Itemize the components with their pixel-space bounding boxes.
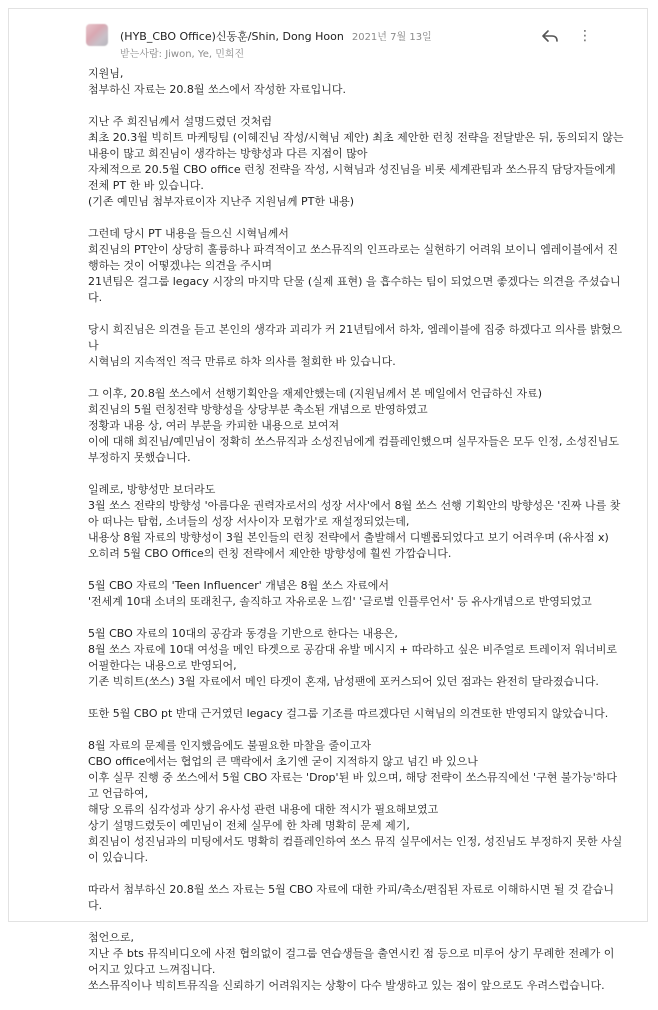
email-line: 첨언으로, (88, 931, 135, 944)
email-paragraph (88, 930, 624, 994)
email-line: 희진님의 PT안이 상당히 훌륭하나 파격적이고 쏘스뮤직의 인프라로는 실현하기 어려워 보이니 엠레이블에서 진행하는 것이 어떻겠냐는 의견을 주시며 (88, 243, 618, 272)
more-dots-icon[interactable]: ⋮ (578, 28, 592, 44)
email-line: 희진님의 5월 런칭전략 방향성을 상당부분 축소된 개념으로 반영하였고 (88, 403, 428, 416)
email-paragraph (88, 626, 624, 690)
email-line: 그 이후, 20.8월 쏘스에서 선행기획안을 재제안했는데 (지원님께서 본 메일에서 언급하신 자료) (88, 387, 543, 400)
reply-icon[interactable] (541, 28, 559, 44)
email-line: (기존 예민님 첨부자료이자 지난주 지원님께 PT한 내용) (88, 195, 355, 208)
email-line: 이에 대해 희진님/예민님이 정확히 쏘스뮤직과 소성진님에게 컴플레인했으며 실무자들은 모두 인정, 소성진님도 부정하지 못했습니다. (88, 435, 619, 464)
email-line: 지원님, (88, 67, 124, 80)
email-paragraph (88, 322, 624, 370)
email-paragraph (88, 706, 624, 722)
email-line: 그런데 당시 PT 내용을 들으신 시혁님께서 (88, 227, 289, 240)
sender-line (120, 28, 432, 44)
email-line: 일례로, 방향성만 보더라도 (88, 483, 216, 496)
email-paragraph (88, 114, 624, 210)
email-line: 쏘스뮤직이나 빅히트뮤직을 신뢰하기 어려워지는 상황이 다수 발생하고 있는 점이 앞으로도 우려스럽습니다. (88, 979, 605, 992)
email-line: CBO office에서는 협업의 큰 맥락에서 초기엔 굳이 지적하지 않고 넘긴 바 있으나 (88, 755, 478, 768)
email-paragraph (88, 738, 624, 866)
email-line: 지난 주 bts 뮤직비디오에 사전 협의없이 걸그룹 연습생들을 출연시킨 점 등으로 미루어 상기 무례한 전례가 이어지고 있다고 느껴집니다. (88, 947, 615, 976)
email-line: 희진님이 성진님과의 미팅에서도 명확히 컴플레인하여 쏘스 뮤직 실무에서는 인정, 성진님도 부정하지 못한 사실이 있습니다. (88, 835, 623, 864)
email-line: 상기 설명드렸듯이 예민님이 전체 실무에 한 차례 명확히 문제 제기, (88, 819, 410, 832)
email-line: 8월 자료의 문제를 인지했음에도 불필요한 마찰을 줄이고자 (88, 739, 371, 752)
email-line: 내용상 8월 자료의 방향성이 3월 본인들의 런칭 전략에서 출발해서 디벨롭되었다고 보기 어려우며 (유사점 x) (88, 531, 609, 544)
recipients[interactable]: 받는사람: Jiwon, Ye, 민희진 (120, 49, 245, 60)
email-paragraph (88, 578, 624, 610)
email-paragraph (88, 386, 624, 466)
email-line: 최초 20.3월 빅히트 마케팅팀 (이혜진님 작성/시혁님 제안) 최초 제안한 런칭 전략을 전달받은 뒤, 동의되지 않는 내용이 많고 희진님이 생각하는 방향성과 다른 지점이 많아 (88, 131, 624, 160)
sent-date: 2021년 7월 13일 (351, 32, 432, 43)
email-line: 기존 빅히트(쏘스) 3월 자료에서 메인 타겟이 혼재, 남성팬에 포커스되어 있던 점과는 완전히 달라졌습니다. (88, 675, 599, 688)
email-line: 첨부하신 자료는 20.8월 쏘스에서 작성한 자료입니다. (88, 83, 346, 96)
email-line: 해당 오류의 심각성과 상기 유사성 관련 내용에 대한 적시가 필요해보였고 (88, 803, 439, 816)
email-line: 5월 CBO 자료의 10대의 공감과 동경을 기반으로 한다는 내용은, (88, 627, 398, 640)
email-paragraph (88, 66, 624, 98)
email-line: 오히려 5월 CBO Office의 런칭 전략에서 제안한 방향성에 훨씬 가깝습니다. (88, 547, 452, 560)
email-line: 21년팀은 걸그룹 legacy 시장의 마지막 단물 (실제 표현) 을 흡수하는 팀이 되었으면 좋겠다는 의견을 주셨습니다. (88, 275, 621, 304)
email-line: 이후 실무 진행 중 쏘스에서 5월 CBO 자료는 'Drop'된 바 있으며, 해당 전략이 쏘스뮤직에선 '구현 불가능'하다고 언급하여, (88, 771, 617, 800)
email-line: 또한 5월 CBO pt 반대 근거였던 legacy 걸그룹 기조를 따르겠다던 시혁님의 의견또한 반영되지 않았습니다. (88, 707, 609, 720)
email-line: 당시 희진님은 의견을 듣고 본인의 생각과 괴리가 커 21년팀에서 하차, 엠레이블에 집중 하겠다고 의사를 밝혔으나 (88, 323, 622, 352)
email-line: 정황과 내용 상, 여러 부분을 카피한 내용으로 보여져 (88, 419, 340, 432)
email-body (88, 66, 624, 1010)
email-line: '전세계 10대 소녀의 또래친구, 솔직하고 자유로운 느낌' '글로벌 인플루언서' 등 유사개념으로 반영되었고 (88, 595, 592, 608)
email-line: 3월 쏘스 전략의 방향성 '아름다운 권력자로서의 성장 서사'에서 8월 쏘스 선행 기획안의 방향성은 '진짜 나를 찾아 떠나는 탐험, 소녀들의 성장 서사이자 모험가'로 재설정되었는데, (88, 499, 621, 528)
email-paragraph (88, 882, 624, 914)
sender-avatar (86, 24, 108, 46)
email-line: 자체적으로 20.5월 CBO office 런칭 전략을 작성, 시혁님과 성진님을 비롯 세계관팀과 쏘스뮤직 담당자들에게 전체 PT 한 바 있습니다. (88, 163, 616, 192)
email-line: 지난 주 희진님께서 설명드렸던 것처럼 (88, 115, 273, 128)
email-line: 따라서 첨부하신 20.8월 쏘스 자료는 5월 CBO 자료에 대한 카피/축소/편집된 자료로 이해하시면 될 것 같습니다. (88, 883, 614, 912)
email-line: 5월 CBO 자료의 'Teen Influencer' 개념은 8월 쏘스 자료에서 (88, 579, 390, 592)
email-line: 시혁님의 지속적인 적극 만류로 하차 의사를 철회한 바 있습니다. (88, 355, 396, 368)
email-paragraph (88, 482, 624, 562)
sender-name[interactable]: (HYB_CBO Office)신동훈/Shin, Dong Hoon (120, 30, 344, 43)
email-line: 8월 쏘스 자료에 10대 여성을 메인 타겟으로 공감대 유발 메시지 + 따라하고 싶은 비주얼로 트레이저 워너비로 어필한다는 내용으로 반영되어, (88, 643, 617, 672)
email-paragraph (88, 226, 624, 306)
